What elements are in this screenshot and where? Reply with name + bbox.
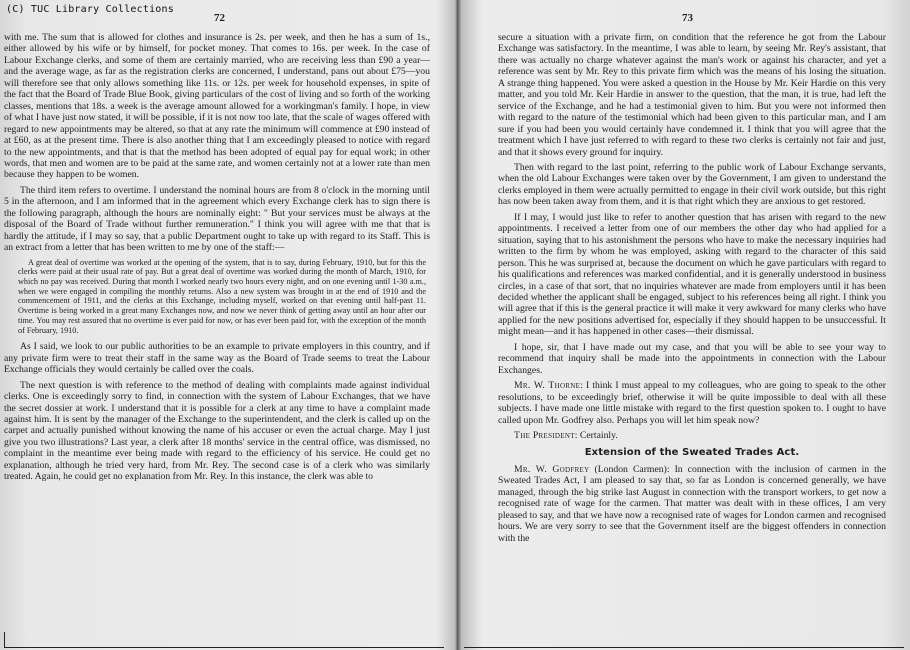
copyright-watermark: (C) TUC Library Collections — [6, 4, 174, 15]
speaker-affiliation: (London Carmen) — [589, 463, 667, 475]
quoted-letter: A great deal of overtime was worked at the opening of the system, that is to say, during February, 1910, but for this the clerks were paid at their usual rate of pay. But a great deal of overtime was worked during the month of March, 1910, for which no pay was received. During that month I worked nearly two hours every night, and on one evening until 1-30 a.m., when we were engaged in compiling the monthly returns. Also a new system was brought in at the end of 1910 and the commencement of 1911, and the clerks at this Exchange, including myself, worked on that evening until half-past 11. Overtime is being worked in a great many Exchanges now, and now we never think of getting away until an hour after our time. You may rest assured that no overtime is ever paid for now, or has ever been paid for, with the exception of the month of February, 1910. — [18, 257, 426, 335]
speech-text: : In connection with the inclusion of carmen in the Sweated Trades Act, I am pleased to say that, so far as London is concerned generally, we have managed, through the big strike last August in connection with the transport workers, to get now a recognised rate of wage for the carmen. That matter was dealt with in these offices, I am very pleased to say, and that we have now a recognised rate of wages for London carmen and recognised hours. We are very sorry to see that the Government itself are the biggest offenders in connection with the — [498, 463, 886, 544]
speech-text: : Certainly. — [574, 429, 618, 441]
page-bottom-rule — [4, 647, 444, 648]
page-bottom-rule — [464, 647, 904, 648]
paragraph: with me. The sum that is allowed for clothes and insurance is 2s. per week, and then he has a sum of 1s., either allowed by his wife or by himself, for pocket money. That comes to 16s. per week. In the case of Labour Exchange clerks, and some of them are certainly married, who are receiving less than £90 a year—and the average wage, as far as the registration clerks are concerned, I understand, pans out about £75—you will therefore see that only allows something like 11s. or 12s. per week for household expenses, in spite of the fact that the Board of Trade Blue Book, giving particulars of the cost of living and so forth of the working classes, mentions that 18s. a week is the average amount allowed for a workingman's family. I hope, in view of what I have just now stated, it will be possible, if it is not now too late, that the scale of wages offered with regard to new appointments may be altered, so that at any rate the minimum will commence at £90 instead of at £60, as at the present time. There is also another thing that I am exceedingly pleased to notice with regard to the new appointments, and that is that the method has been adopted of equal pay for equal work; in other words, that men and women are to be paid at the same rate, and women certainly not at a lower rate than men because they happen to be women. — [4, 32, 430, 181]
paragraph: The next question is with reference to the method of dealing with complaints made against individual clerks. One is exceedingly sorry to find, in connection with the system of Labour Exchanges, that we have the secret dossier at work. I understand that it is possible for a clerk at any time to have a complaint made against him. It is sent by the manager of the Exchange to the superintendent, and the clerk is called up on the carpet and actually punished without knowing the name of his accuser or even the actual charge. May I just give you two illustrations? Last year, a clerk after 18 months' service in the central office, was dismissed, no complaint in the meantime ever being made with regard to the efficiency of his service. He could get no explanation, although he tried very hard, from Mr. Rey. The second case is of a clerk who was similarly treated. Again, he could get no explanation from Mr. Rey. In this instance, the clerk was able to — [4, 379, 430, 483]
speech-text: : I think I must appeal to my colleagues, who are going to speak to the other resolutions, to be exceedingly brief, otherwise it will be quite impossible to deal with all these subjects. I have made one little mistake with regard to the first question spoken to. I ought to have called upon Mr. Godfrey also. Perhaps you will let him speak now? — [498, 380, 886, 426]
paragraph: As I said, we look to our public authorities to be an example to private employers in this country, and if any private firm were to treat their staff in the same way as the Board of Trade seems to treat the Labour Exchange officials they would certainly be called over the coals. — [4, 341, 430, 376]
speaker-name: Mr. W. Godfrey — [514, 463, 590, 475]
left-page-text — [4, 32, 430, 487]
paragraph: secure a situation with a private firm, on condition that the reference he got from the Labour Exchange was satisfactory. In the meantime, I was able to learn, by seeing Mr. Rey's assistant, that there was actually no charge whatever against the man's work or against his character, and yet a reference was sent by Mr. Rey to this private firm which was the means of his losing the situation. A strange thing happened. You were asked a question in the House by Mr. Keir Hardie on this very matter, and you told Mr. Keir Hardie in answer to the question, that the man, it is true, had left the service of the Exchange, and he had a testimonial given to him. But you were not informed then with regard to the nature of the testimonial which had been given to this particular man, and I am sure if you had been you would certainly have condemned it. I think that you will agree that the treatment which I have just referred to with regard to these two clerks is certainly not fair and just, and that it shows every ground for inquiry. — [498, 32, 886, 158]
right-page-text — [498, 32, 886, 548]
speaker-name: The President — [514, 429, 575, 441]
page-edge-mark — [4, 632, 5, 648]
left-page — [0, 0, 452, 650]
speech-godfrey — [498, 464, 886, 544]
speech-thorne — [498, 380, 886, 426]
paragraph: I hope, sir, that I have made out my case, and that you will be able to see your way to recommend that inquiry shall be made into the appointments in connection with the Labour Exchanges. — [498, 341, 886, 376]
right-page — [458, 0, 910, 650]
paragraph: If I may, I would just like to refer to another question that has arisen with regard to the new appointments. I received a letter from one of our members the other day who had applied for a situation, saying that to his astonishment the persons who have to make the necessary inquiries had written to the firm by whom he was employed, asking with regard to the character of this said person. This he was surprised at, because the document on which he gave particulars with regard to his qualifications and references was marked confidential, and it is generally understood in business circles, in a case of that sort, that no inquiries whatever are made from employers until it has been decided whether the applicant shall be engaged, subject to his references being all right. I think you will agree that if this is the general practice it will make it very awkward for many clerks who have applied for the new positions advertised for, especially if they should happen to be unsuccessful. It might mean—and it has happened in other cases—their dismissal. — [498, 211, 886, 338]
paragraph: The third item refers to overtime. I understand the nominal hours are from 8 o'clock in the morning until 5 in the afternoon, and I am informed that in the agreement which every Exchange clerk has to sign there is the following paragraph, although the hours are nominally eight: " But your services must be always at the disposal of the Board of Trade without further remuneration." I think you will agree with me that that is hardly the attitude, if I may so say, that a public Department ought to take up with regard to its Staff. This is an extract from a letter that has been written to me by one of the staff:— — [4, 184, 430, 254]
right-page-number: 73 — [682, 12, 693, 24]
left-page-number: 72 — [214, 12, 225, 24]
speaker-name: Mr. W. Thorne — [514, 380, 581, 392]
section-heading: Extension of the Sweated Trades Act. — [584, 447, 800, 459]
paragraph: Then with regard to the last point, referring to the public work of Labour Exchange servants, when the old Labour Exchanges were taken over by the Government, I am given to understand the clerks employed in them were actually permitted to engage in their civil work outside, but this right has now been taken away from them, and it is that right which they are anxious to get restored. — [498, 161, 886, 208]
speech-president — [498, 430, 886, 441]
